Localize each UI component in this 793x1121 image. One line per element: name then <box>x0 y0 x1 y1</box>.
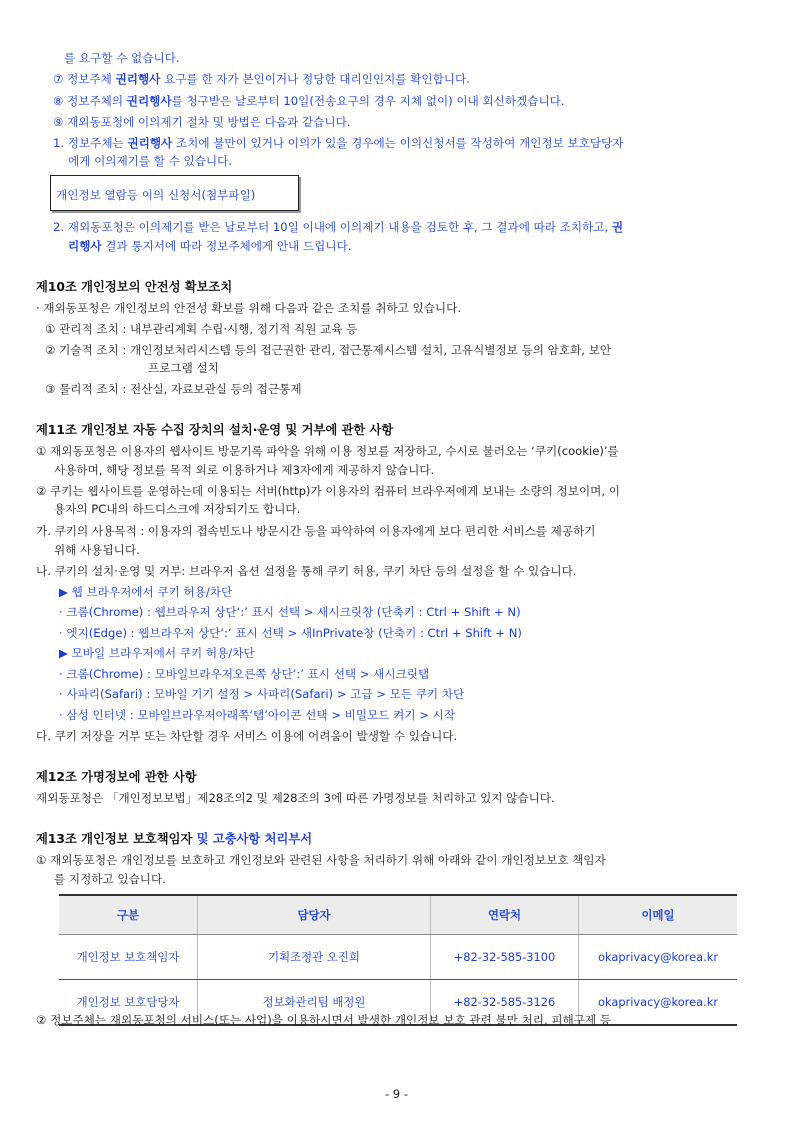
objection-form-attachment-link[interactable]: 개인정보 열람등 이의 신청서(첨부파일) <box>50 175 299 211</box>
table-header: 연락처 <box>431 895 579 935</box>
email-link[interactable]: okaprivacy@korea.kr <box>579 980 738 1026</box>
page-number: - 9 - <box>384 1087 409 1101</box>
section-heading: 제12조 가명정보에 관한 사항 <box>36 770 197 784</box>
privacy-officer-table <box>59 894 737 1026</box>
table-cell: 정보화관리팀 배정원 <box>198 980 431 1026</box>
table-cell: +82-32-585-3126 <box>431 980 579 1026</box>
text-line: 프로그램 설치 <box>148 361 219 375</box>
section-heading: 제11조 개인정보 자동 수집 장치의 설치·운영 및 거부에 관한 사항 <box>36 423 394 437</box>
table-cell: +82-32-585-3100 <box>431 935 579 980</box>
table-header: 구분 <box>59 895 198 935</box>
table-row <box>59 935 737 980</box>
text-line: ② 기술적 조치 : 개인정보처리시스템 등의 접근권한 관리, 접근통제시스템 설치, 고유식별정보 등의 암호화, 보안 <box>45 343 612 357</box>
section-heading: 제10조 개인정보의 안전성 확보조치 <box>36 280 233 294</box>
text-line: 2. 재외동포청은 이의제기를 받은 날로부터 10일 이내에 이의제기 내용을 검토한 후, 그 결과에 따라 조치하고, 권 <box>53 220 624 234</box>
text-line: 에게 이의제기를 할 수 있습니다. <box>68 154 233 168</box>
text-line: ② 쿠키는 웹사이트를 운영하는데 이용되는 서버(http)가 이용자의 컴퓨터 브라우저에게 보내는 소량의 정보이며, 이 <box>36 484 620 498</box>
text-line: 를 지정하고 있습니다. <box>54 872 166 886</box>
text-line: ⑨ 재외동포청에 이의제기 절차 및 방법은 다음과 같습니다. <box>53 115 351 129</box>
text-line: 를 요구할 수 없습니다. <box>64 51 180 65</box>
text-line: ▶ 모바일 브라우저에서 쿠키 허용/차단 <box>59 646 255 660</box>
text-line: ② 정보주체는 재외동포청의 서비스(또는 사업)을 이용하시면서 발생한 개인정보 보호 관련 불만 처리, 피해구제 등 <box>36 1013 612 1027</box>
text-line: 위해 사용됩니다. <box>54 543 140 557</box>
table-header: 담당자 <box>198 895 431 935</box>
text-line: ▶ 웹 브라우저에서 쿠키 허용/차단 <box>59 585 233 599</box>
table-cell: 개인정보 보호책임자 <box>59 935 198 980</box>
section-heading: 제13조 개인정보 보호책임자 및 고충사항 처리부서 <box>36 832 313 846</box>
email-link[interactable]: okaprivacy@korea.kr <box>579 935 738 980</box>
text-line: 용자의 PC내의 하드디스크에 저장되기도 합니다. <box>54 502 301 516</box>
text-line: ① 관리적 조치 : 내부관리계획 수립·시행, 정기적 직원 교육 등 <box>45 322 358 336</box>
text-line: 사용하며, 해당 정보를 목적 외로 이용하거나 제3자에게 제공하지 않습니다. <box>54 463 435 477</box>
text-line: 다. 쿠키 저장을 거부 또는 차단할 경우 서비스 이용에 어려움이 발생할 수 있습니다. <box>36 729 458 743</box>
text-line: · 재외동포청은 개인정보의 안전성 확보를 위해 다음과 같은 조치를 취하고 있습니다. <box>36 301 462 315</box>
text-line: · 크롬(Chrome) : 모바일브라우저오른쪽 상단‘:’ 표시 선택 > 새시크릿탭 <box>59 667 430 681</box>
text-line: 1. 정보주체는 권리행사 조치에 불만이 있거나 이의가 있을 경우에는 이의신청서를 작성하여 개인정보 보호담당자 <box>53 136 624 150</box>
text-line: · 사파리(Safari) : 모바일 기기 설정 > 사파리(Safari) > 고급 > 모든 쿠키 차단 <box>59 687 465 701</box>
text-line: · 크롬(Chrome) : 웹브라우저 상단‘:’ 표시 선택 > 새시크릿창 (단축키 : Ctrl + Shift + N) <box>59 605 521 619</box>
text-line: ① 재외동포청은 이용자의 웹사이트 방문기록 파악을 위해 이용 정보를 저장하고, 수시로 불러오는 ‘쿠키(cookie)’를 <box>36 444 619 458</box>
text-line: ③ 물리적 조치 : 전산실, 자료보관실 등의 접근통제 <box>45 382 302 396</box>
text-line: · 엣지(Edge) : 웹브라우저 상단‘:’ 표시 선택 > 새InPrivate창 (단축키 : Ctrl + Shift + N) <box>59 626 522 640</box>
text-line: ⑧ 정보주체의 권리행사를 청구받은 날로부터 10일(전송요구의 경우 지체 없이) 이내 회신하겠습니다. <box>53 94 565 108</box>
text-line: ① 재외동포청은 개인정보를 보호하고 개인정보와 관련된 사항을 처리하기 위해 아래와 같이 개인정보보호 책임자 <box>36 853 606 867</box>
table-header: 이메일 <box>579 895 738 935</box>
text-line: · 삼성 인터넷 : 모바일브라우저아래쪽‘탭’아이콘 선택 > 비밀모드 켜기 > 시작 <box>59 708 456 722</box>
text-line: ⑦ 정보주체 권리행사 요구를 한 자가 본인이거나 정당한 대리인인지를 확인합니다. <box>53 72 470 86</box>
table-cell: 기획조정관 오진희 <box>198 935 431 980</box>
text-line: 나. 쿠키의 설치·운영 및 거부: 브라우저 옵션 설정을 통해 쿠키 허용, 쿠키 차단 등의 설정을 할 수 있습니다. <box>36 564 577 578</box>
text-line: 리행사 결과 통지서에 따라 정보주체에게 안내 드립니다. <box>68 239 352 253</box>
text-line: 재외동포청은 「개인정보보법」제28조의2 및 제28조의 3에 따른 가명정보를 처리하고 있지 않습니다. <box>36 791 555 805</box>
table-cell: 개인정보 보호담당자 <box>59 980 198 1026</box>
table-header-row <box>59 895 737 935</box>
text-line: 가. 쿠키의 사용목적 : 이용자의 접속빈도나 방문시간 등을 파악하여 이용자에게 보다 편리한 서비스를 제공하기 <box>36 524 596 538</box>
